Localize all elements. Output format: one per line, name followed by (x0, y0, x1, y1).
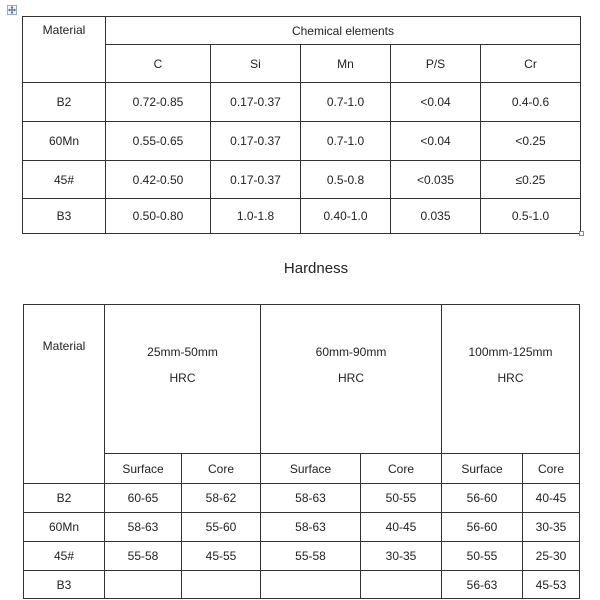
surface-header: Surface (105, 454, 182, 484)
size-range-label: 25mm-50mm (147, 345, 218, 359)
size-range-label: 60mm-90mm (315, 345, 387, 359)
table-row (24, 571, 580, 599)
table-cell: 0.5-1.0 (481, 199, 581, 234)
hardness-unit-label: HRC (497, 371, 524, 385)
table-cell: 0.7-1.0 (301, 83, 391, 122)
table-subheader-row (24, 454, 580, 484)
table-move-handle-icon[interactable] (7, 5, 17, 15)
table-header-row (23, 45, 581, 83)
table-cell: 0.4-0.6 (481, 83, 581, 122)
table-cell: 0.50-0.80 (106, 199, 211, 234)
table-cell: 0.17-0.37 (211, 83, 301, 122)
table-resize-handle[interactable] (579, 231, 584, 236)
table-cell: 1.0-1.8 (211, 199, 301, 234)
table-cell: 58-62 (182, 484, 261, 513)
material-header: Material (24, 305, 105, 484)
material-cell: 60Mn (23, 122, 106, 161)
table-cell (182, 571, 261, 599)
size-range-label: 100mm-125mm (468, 345, 553, 359)
table-cell (361, 571, 442, 599)
table-cell: ≤0.25 (481, 161, 581, 199)
table-header-row (24, 305, 580, 454)
surface-header: Surface (261, 454, 361, 484)
material-cell: B2 (23, 83, 106, 122)
element-header-mn: Mn (301, 45, 391, 83)
table-cell: 50-55 (442, 542, 523, 571)
table-cell: <0.25 (481, 122, 581, 161)
element-header-c: C (106, 45, 211, 83)
hardness-heading: Hardness (283, 260, 349, 277)
element-header-cr: Cr (481, 45, 581, 83)
table-cell: 45-55 (182, 542, 261, 571)
table-row (24, 484, 580, 513)
material-header: Material (23, 17, 106, 83)
table-cell: 30-35 (523, 513, 580, 542)
material-cell: 45# (24, 542, 105, 571)
table-cell: <0.04 (391, 122, 481, 161)
table-cell: 0.7-1.0 (301, 122, 391, 161)
table-cell: 56-60 (442, 513, 523, 542)
table-cell: 0.035 (391, 199, 481, 234)
table-cell: 0.55-0.65 (106, 122, 211, 161)
table-cell: 58-63 (261, 484, 361, 513)
size-range-header (105, 305, 261, 454)
material-cell: B3 (24, 571, 105, 599)
material-cell: 60Mn (24, 513, 105, 542)
table-cell: 60-65 (105, 484, 182, 513)
table-cell: 45-53 (523, 571, 580, 599)
table-cell: 58-63 (105, 513, 182, 542)
table-cell: <0.04 (391, 83, 481, 122)
table-row (23, 122, 581, 161)
table-row (23, 199, 581, 234)
table-cell (105, 571, 182, 599)
chemical-composition-table (22, 16, 581, 234)
table-cell: 55-60 (182, 513, 261, 542)
table-cell: 56-63 (442, 571, 523, 599)
table-row (23, 161, 581, 199)
hardness-unit-label: HRC (338, 371, 364, 385)
table-cell: 0.17-0.37 (211, 161, 301, 199)
material-cell: B2 (24, 484, 105, 513)
element-header-ps: P/S (391, 45, 481, 83)
core-header: Core (523, 454, 580, 484)
table-cell: 55-58 (105, 542, 182, 571)
table-cell: 25-30 (523, 542, 580, 571)
move-arrows-icon (8, 6, 16, 14)
core-header: Core (182, 454, 261, 484)
table-cell: <0.035 (391, 161, 481, 199)
table-cell: 50-55 (361, 484, 442, 513)
table-cell (261, 571, 361, 599)
table-row (24, 513, 580, 542)
table-row (23, 83, 581, 122)
table-header-row (23, 17, 581, 45)
table-cell: 0.17-0.37 (211, 122, 301, 161)
table-cell: 30-35 (361, 542, 442, 571)
table-cell: 40-45 (361, 513, 442, 542)
table-cell: 58-63 (261, 513, 361, 542)
size-range-header (442, 305, 580, 454)
table-cell: 0.5-0.8 (301, 161, 391, 199)
table-cell: 40-45 (523, 484, 580, 513)
material-cell: B3 (23, 199, 106, 234)
table-cell: 0.42-0.50 (106, 161, 211, 199)
material-cell: 45# (23, 161, 106, 199)
table-cell: 0.72-0.85 (106, 83, 211, 122)
table-cell: 0.40-1.0 (301, 199, 391, 234)
core-header: Core (361, 454, 442, 484)
table-cell: 55-58 (261, 542, 361, 571)
hardness-unit-label: HRC (169, 371, 196, 385)
size-range-header (261, 305, 442, 454)
surface-header: Surface (442, 454, 523, 484)
chemical-elements-header: Chemical elements (106, 17, 581, 45)
hardness-table (23, 304, 580, 599)
table-row (24, 542, 580, 571)
table-cell: 56-60 (442, 484, 523, 513)
element-header-si: Si (211, 45, 301, 83)
